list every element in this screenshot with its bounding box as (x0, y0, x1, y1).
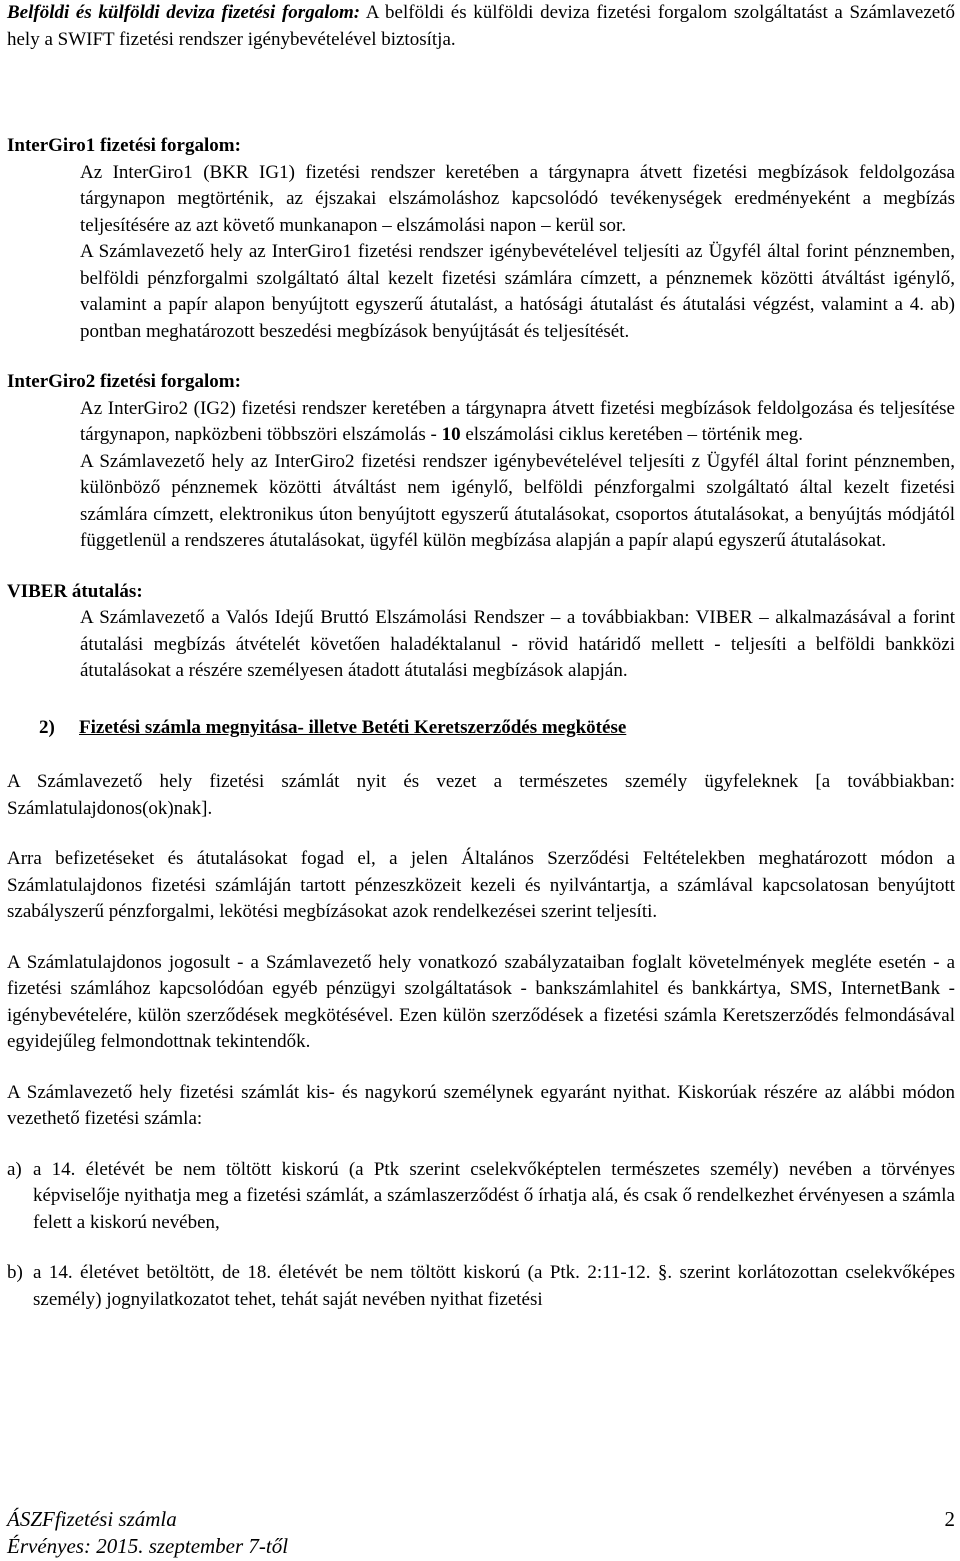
list-item-b (7, 1260, 955, 1313)
heading-intergiro2: InterGiro2 fizetési forgalom: (7, 371, 241, 392)
heading-deviza: Belföldi és külföldi deviza fizetési forgalom: (7, 2, 361, 23)
heading-viber: VIBER átutalás: (7, 580, 143, 602)
footer-doc-name: ÁSZFfizetési számla (7, 1507, 177, 1531)
paragraph-intergiro2-1 (7, 396, 955, 449)
section-2-heading (7, 715, 955, 742)
paragraph-intergiro1-1: Az InterGiro1 (BKR IG1) fizetési rendszer keretében a tárgynapra átvett fizetési megbízások feldolgozása tárgynapon megtörténik, az éjszakai elszámoláshoz kapcsolódó tevékenységek eredményeként a megbízás teljesítésére az azt követő munkanapon – elszámolási napon – kerül sor. (80, 161, 955, 236)
paragraph-deviza (7, 0, 955, 53)
list-text-b: a 14. életévet betöltött, de 18. életévét be nem töltött kiskorú (a Ptk. 2:11-12. §. szerint korlátozottan cselekvőképes személy) jognyilatkozatot tehet, tehát saját nevében nyithat fizetési (33, 1262, 955, 1310)
list-label-a: a) (7, 1158, 22, 1180)
text-deviza: A belföldi és külföldi deviza fizetési forgalom szolgáltatást a Számlavezető hely a SWIFT fizetési rendszer igénybevételével biztosítja. (7, 2, 955, 50)
paragraph-minors: A Számlavezető hely fizetési számlát kis- és nagykorú személynek egyaránt nyithat. Kiskorúak részére az alábbi módon vezethető fizetési számla: (7, 1081, 955, 1129)
section-2-number: 2) (39, 716, 55, 738)
text-intergiro2-1b: elszámolási ciklus keretében – történik meg. (460, 424, 804, 445)
paragraph-viber: A Számlavezető a Valós Idejű Bruttó Elszámolási Rendszer – a továbbiakban: VIBER – alkalmazásával a forint átutalási megbízás átvételét követően haladéktalanul - rövid határidő mellett - teljesíti a belföldi bankközi átutalásokat a részére személyesen átadott átutalási megbízások alapján. (80, 607, 955, 681)
footer-page-number: 2 (944, 1507, 955, 1531)
paragraph-related-services: A Számlatulajdonos jogosult - a Számlavezető hely vonatkozó szabályzataiban foglalt követelmények megléte esetén - a fizetési számlához kapcsolódóan egyéb pénzügyi szolgáltatások - bankszámlahitel és bankkártya, SMS, InternetBank - igénybevételére, külön szerződések megkötésével. Ezen külön szerződések a fizetési számla Keretszerződés felmondásával egyidejűleg felmondottnak tekintendők. (7, 951, 955, 1052)
heading-intergiro1: InterGiro1 fizetési forgalom: (7, 135, 241, 156)
document-page (7, 0, 955, 1313)
text-intergiro2-bold: 10 (441, 424, 461, 445)
text-intergiro2-1a: Az InterGiro2 (IG2) fizetési rendszer keretében a tárgynapra átvett fizetési megbízások feldolgozása és teljesítése tárgynapon, napközbeni többszöri elszámolás - (80, 397, 955, 445)
list-text-a: a 14. életévét be nem töltött kiskorú (a Ptk szerint cselekvőképtelen természetes személy) nevében a törvényes képviselője nyithatja meg a fizetési számlát, a számlaszerződést ő írhatja alá, és csak ő rendelkezhet érvényesen a számla felett a kiskorú nevében, (33, 1158, 955, 1233)
page-footer (7, 1506, 955, 1560)
paragraph-intergiro2-2: A Számlavezető hely az InterGiro2 fizetési rendszer igénybevételével teljesíti z Ügyfél által forint pénznemben, különböző pénznemek közötti átváltást nem igénylő, belföldi pénzforgalmi szolgáltató által kezelt fizetési számlára címzett, elektronikus úton benyújtott egyszerű átutalásokat, csoportos átutalásokat, a benyújtás módjától függetlenül a rendszeres átutalásokat, ügyfél külön megbízása alapján a papír alapú egyszerű átutalásokat. (80, 450, 955, 551)
paragraph-account-open: A Számlavezető hely fizetési számlát nyit és vezet a természetes személy ügyfeleknek [a továbbiakban: Számlatulajdonos(ok)nak]. (7, 771, 955, 819)
paragraph-account-handling: Arra befizetéseket és átutalásokat fogad el, a jelen Általános Szerződési Feltételekben meghatározott módon a Számlatulajdonos fizetési számláján tartott pénzeszközeit kezeli és nyilvántartja, a számlával kapcsolatosan benyújtott szabályszerű pénzforgalmi, lekötési megbízásokat azok rendelkezései szerint teljesíti. (7, 848, 955, 922)
list-label-b: b) (7, 1262, 23, 1283)
list-item-a (7, 1157, 955, 1237)
footer-valid-from: Érvényes: 2015. szeptember 7-től (7, 1534, 289, 1558)
section-2-title: Fizetési számla megnyitása- illetve Betéti Keretszerződés megkötése (79, 716, 627, 738)
paragraph-intergiro1-2: A Számlavezető hely az InterGiro1 fizetési rendszer igénybevételével teljesíti az Ügyfél által forint pénznemben, belföldi pénzforgalmi szolgáltató által kezelt fizetési számlára címzett, a pénznemek közötti átváltást igénylő, valamint a papír alapon benyújtott egyszerű átutalást, a hatósági átutalást és átutalási végzést, valamint a 4. ab) pontban meghatározott beszedési megbízások benyújtását és teljesítését. (80, 241, 955, 342)
